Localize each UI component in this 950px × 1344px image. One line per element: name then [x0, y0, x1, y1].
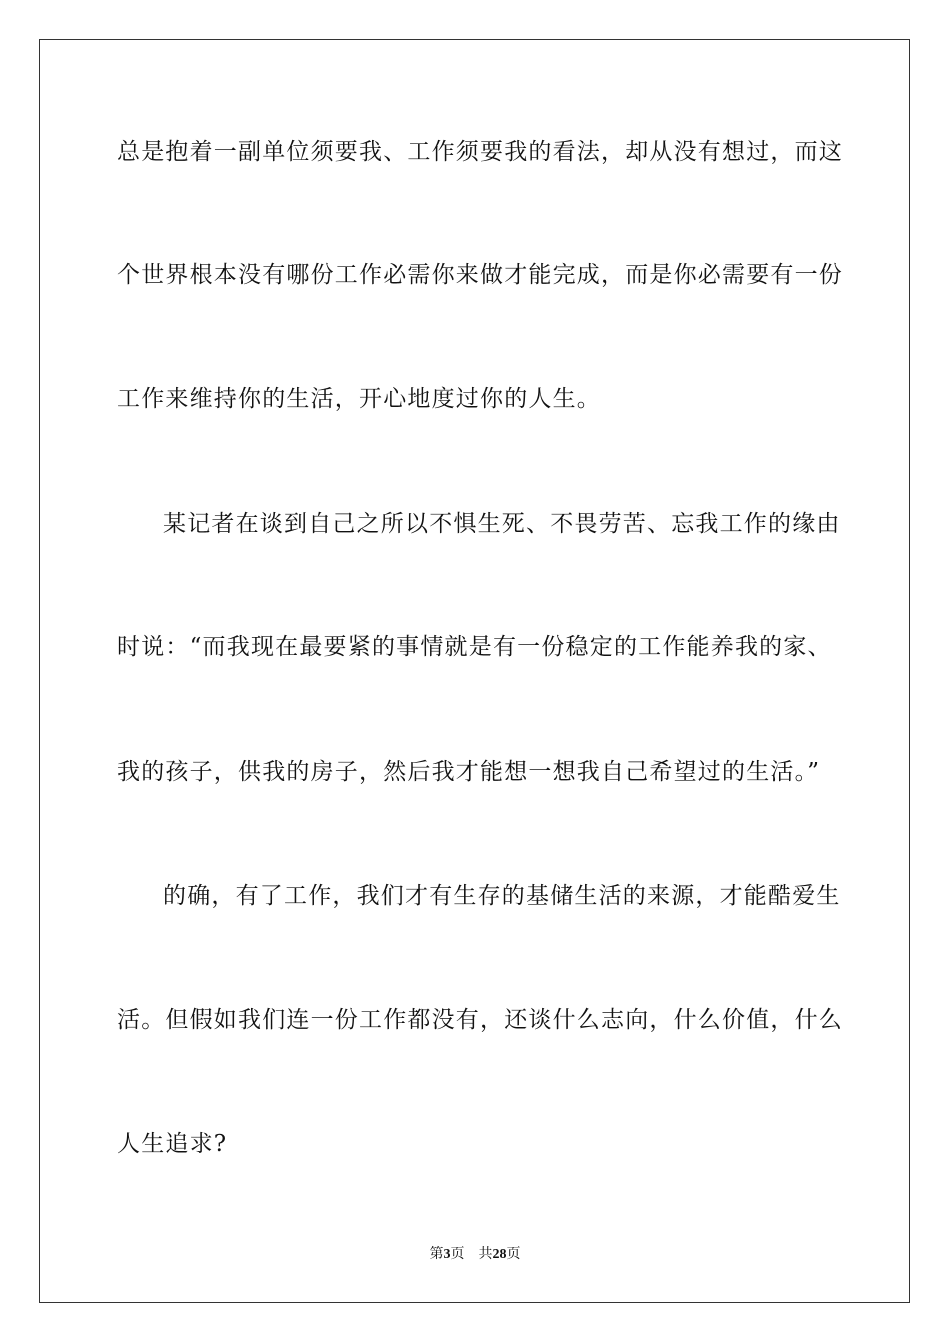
current-page-number: 3: [443, 1247, 451, 1262]
text-line-5: 时说：“而我现在最要紧的事情就是有一份稳定的工作能养我的家、: [117, 634, 832, 660]
total-page-count: 28: [492, 1247, 507, 1262]
page-footer: [0, 1246, 950, 1264]
page-suffix: 页: [450, 1247, 465, 1262]
text-line-3: 工作来维持你的生活，开心地度过你的人生。: [117, 386, 601, 412]
total-prefix: 共: [478, 1247, 493, 1262]
text-line-8: 活。但假如我们连一份工作都没有，还谈什么志向，什么价值，什么: [117, 1007, 843, 1033]
total-suffix: 页: [506, 1247, 521, 1262]
text-line-1: 总是抱着一副单位须要我、工作须要我的看法，却从没有想过，而这: [117, 139, 843, 165]
text-line-4: 某记者在谈到自己之所以不惧生死、不畏劳苦、忘我工作的缘由: [163, 511, 841, 537]
text-line-7: 的确，有了工作，我们才有生存的基储生活的来源，才能酷爱生: [163, 883, 841, 909]
text-line-6: 我的孩子，供我的房子，然后我才能想一想我自己希望过的生活。”: [117, 759, 821, 785]
page-prefix: 第: [429, 1247, 444, 1262]
text-line-2: 个世界根本没有哪份工作必需你来做才能完成，而是你必需要有一份: [117, 262, 843, 288]
page-border: [39, 39, 910, 1303]
text-line-9: 人生追求?: [117, 1131, 228, 1157]
